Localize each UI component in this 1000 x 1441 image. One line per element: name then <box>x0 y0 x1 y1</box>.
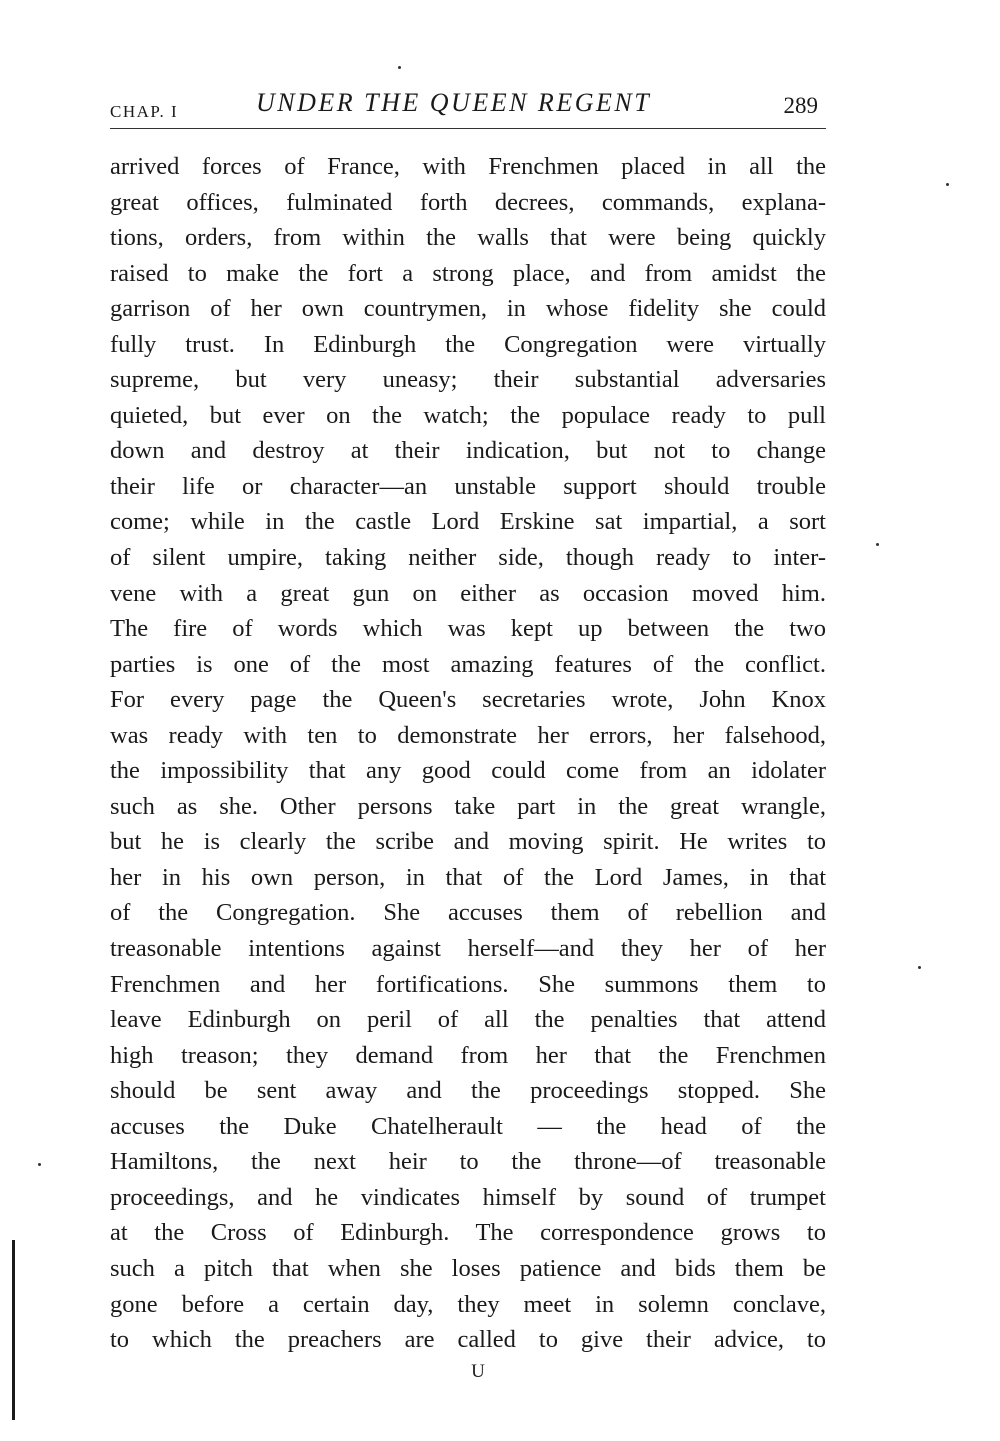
text-line: treasonable intentions against herself—and they her of her <box>110 935 826 963</box>
text-line: Frenchmen and her fortifications. She summons them to <box>110 970 826 998</box>
text-line: arrived forces of France, with Frenchmen placed in all the <box>110 153 826 180</box>
text-line: quieted, but ever on the watch; the populace ready to pull <box>110 401 826 429</box>
text-line: such a pitch that when she loses patience and bids them be <box>110 1254 826 1282</box>
text-line: parties is one of the most amazing features of the conflict. <box>110 650 826 678</box>
text-line: leave Edinburgh on peril of all the penalties that attend <box>110 1006 826 1034</box>
running-header <box>110 88 828 122</box>
text-line: gone before a certain day, they meet in solemn conclave, <box>110 1290 826 1318</box>
text-line: but he is clearly the scribe and moving spirit. He writes to <box>110 828 826 856</box>
text-line: come; while in the castle Lord Erskine sat impartial, a sort <box>110 508 826 536</box>
text-line: vene with a great gun on either as occasion moved him. <box>110 579 826 607</box>
text-line: was ready with ten to demonstrate her errors, her falsehood, <box>110 721 826 749</box>
text-line: tions, orders, from within the walls that were being quickly <box>110 224 826 252</box>
scan-speck <box>38 1163 41 1166</box>
text-line: accuses the Duke Chatelherault — the head of the <box>110 1112 826 1140</box>
text-line: proceedings, and he vindicates himself by sound of trumpet <box>110 1183 826 1211</box>
chapter-label: CHAP. I <box>110 102 179 121</box>
text-line: such as she. Other persons take part in the great wrangle, <box>110 792 826 820</box>
text-line: raised to make the fort a strong place, and from amidst the <box>110 259 826 287</box>
text-line: her in his own person, in that of the Lord James, in that <box>110 863 826 891</box>
page-number: 289 <box>783 93 818 118</box>
text-line: down and destroy at their indication, but not to change <box>110 437 826 465</box>
text-line: at the Cross of Edinburgh. The correspondence grows to <box>110 1219 826 1247</box>
text-line: garrison of her own countrymen, in whose fidelity she could <box>110 295 826 323</box>
text-line: of the Congregation. She accuses them of rebellion and <box>110 899 826 927</box>
scan-speck <box>398 66 401 69</box>
signature-mark: U <box>471 1361 485 1382</box>
text-line: of silent umpire, taking neither side, though ready to inter- <box>110 544 826 572</box>
header-rule <box>110 128 826 129</box>
scan-margin-bar <box>12 1240 15 1420</box>
running-title: UNDER THE QUEEN REGENT <box>256 88 652 117</box>
text-line: their life or character—an unstable support should trouble <box>110 472 826 500</box>
scan-speck <box>946 183 949 186</box>
scan-speck <box>918 966 921 969</box>
body-text <box>110 149 826 1358</box>
text-line: The fire of words which was kept up between the two <box>110 615 826 643</box>
text-line: the impossibility that any good could come from an idolater <box>110 757 826 785</box>
text-line: supreme, but very uneasy; their substantial adversaries <box>110 366 826 394</box>
text-line: should be sent away and the proceedings stopped. She <box>110 1077 826 1105</box>
text-line: to which the preachers are called to give their advice, to <box>110 1326 826 1354</box>
text-line: high treason; they demand from her that the Frenchmen <box>110 1041 826 1069</box>
text-line: great offices, fulminated forth decrees, commands, explana- <box>110 188 826 216</box>
scan-speck <box>876 543 879 546</box>
text-line: Hamiltons, the next heir to the throne—of treasonable <box>110 1148 826 1176</box>
text-line: fully trust. In Edinburgh the Congregation were virtually <box>110 330 826 358</box>
text-line: For every page the Queen's secretaries wrote, John Knox <box>110 686 826 714</box>
